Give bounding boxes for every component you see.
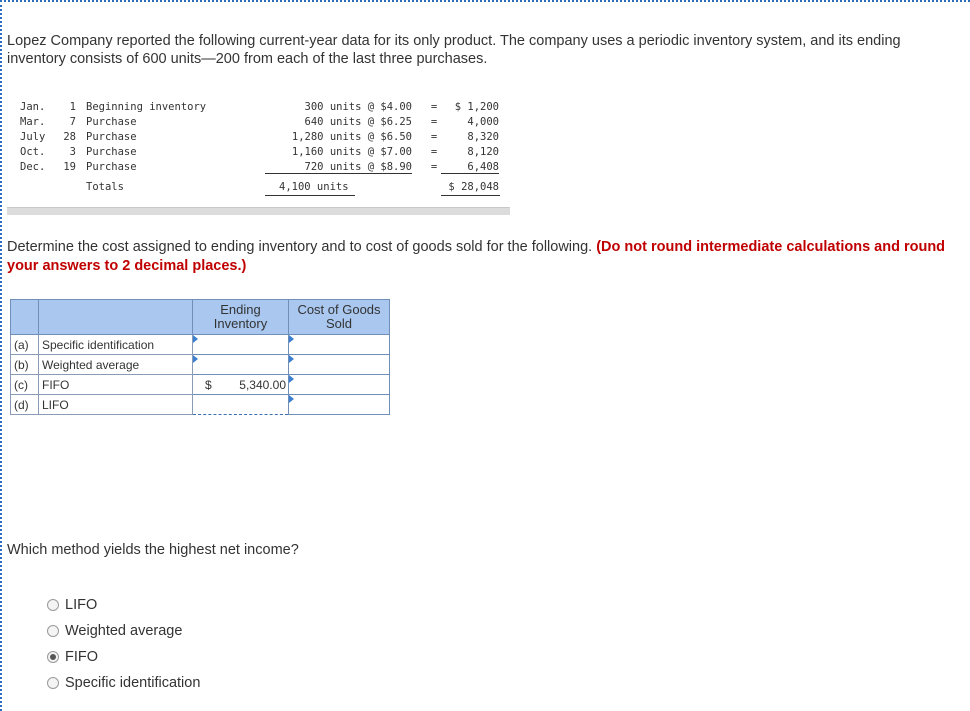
radio-fifo[interactable]	[47, 651, 59, 663]
answer-table-header	[11, 300, 390, 335]
ending-inventory-input-d[interactable]	[193, 395, 289, 415]
ending-inventory-input-a[interactable]	[193, 335, 289, 355]
totals-units: 4,100 units	[279, 181, 349, 193]
cogs-input-c[interactable]	[289, 375, 390, 395]
totals-units-underline	[265, 195, 355, 196]
radio-lifo[interactable]	[47, 599, 59, 611]
ending-inventory-input-c[interactable]: $ 5,340.00	[193, 375, 289, 395]
option-weighted-average[interactable]: Weighted average	[47, 618, 200, 644]
table-row: (a) Specific identification	[11, 335, 390, 355]
net-income-options	[47, 592, 200, 696]
table-row: (c) FIFO $ 5,340.00	[11, 375, 390, 395]
table-row: (b) Weighted average	[11, 355, 390, 375]
ending-inventory-input-b[interactable]	[193, 355, 289, 375]
table-row: (d) LIFO	[11, 395, 390, 415]
header-cost-of-goods-sold: Cost of Goods Sold	[289, 300, 390, 335]
input-flag-icon	[289, 375, 294, 383]
input-flag-icon	[289, 335, 294, 343]
totals-amount-underline	[441, 195, 500, 196]
question-text: Determine the cost assigned to ending inventory and to cost of goods sold for the following. (Do not round intermediate calculations and round your answers to 2 decimal places.)	[7, 239, 946, 274]
header-ending-inventory: Ending Inventory	[193, 300, 289, 335]
cogs-input-a[interactable]	[289, 335, 390, 355]
option-lifo[interactable]: LIFO	[47, 592, 200, 618]
cogs-input-d[interactable]	[289, 395, 390, 415]
question2-text: Which method yields the highest net income?	[7, 542, 299, 558]
problem-intro: Lopez Company reported the following current-year data for its only product. The company uses a periodic inventory system, and its ending inventory consists of 600 units—200 from each of the last three purchases.	[7, 33, 901, 67]
radio-specific-identification[interactable]	[47, 677, 59, 689]
option-fifo[interactable]: FIFO	[47, 644, 200, 670]
input-flag-icon	[289, 395, 294, 403]
input-flag-icon	[193, 335, 198, 343]
answer-table	[10, 299, 390, 415]
option-specific-identification[interactable]: Specific identification	[47, 670, 200, 696]
totals-amount: $ 28,048	[448, 181, 499, 193]
separator-bar	[7, 207, 510, 215]
frame-left-border	[0, 0, 2, 711]
radio-weighted-average[interactable]	[47, 625, 59, 637]
ending-inventory-value-c: 5,340.00	[239, 378, 286, 392]
question-instruction: (Do not round intermediate calculations and round your answers to 2 decimal places.)	[7, 239, 946, 274]
input-flag-icon	[193, 355, 198, 363]
input-flag-icon	[289, 355, 294, 363]
frame-top-border	[0, 0, 970, 2]
cogs-input-b[interactable]	[289, 355, 390, 375]
